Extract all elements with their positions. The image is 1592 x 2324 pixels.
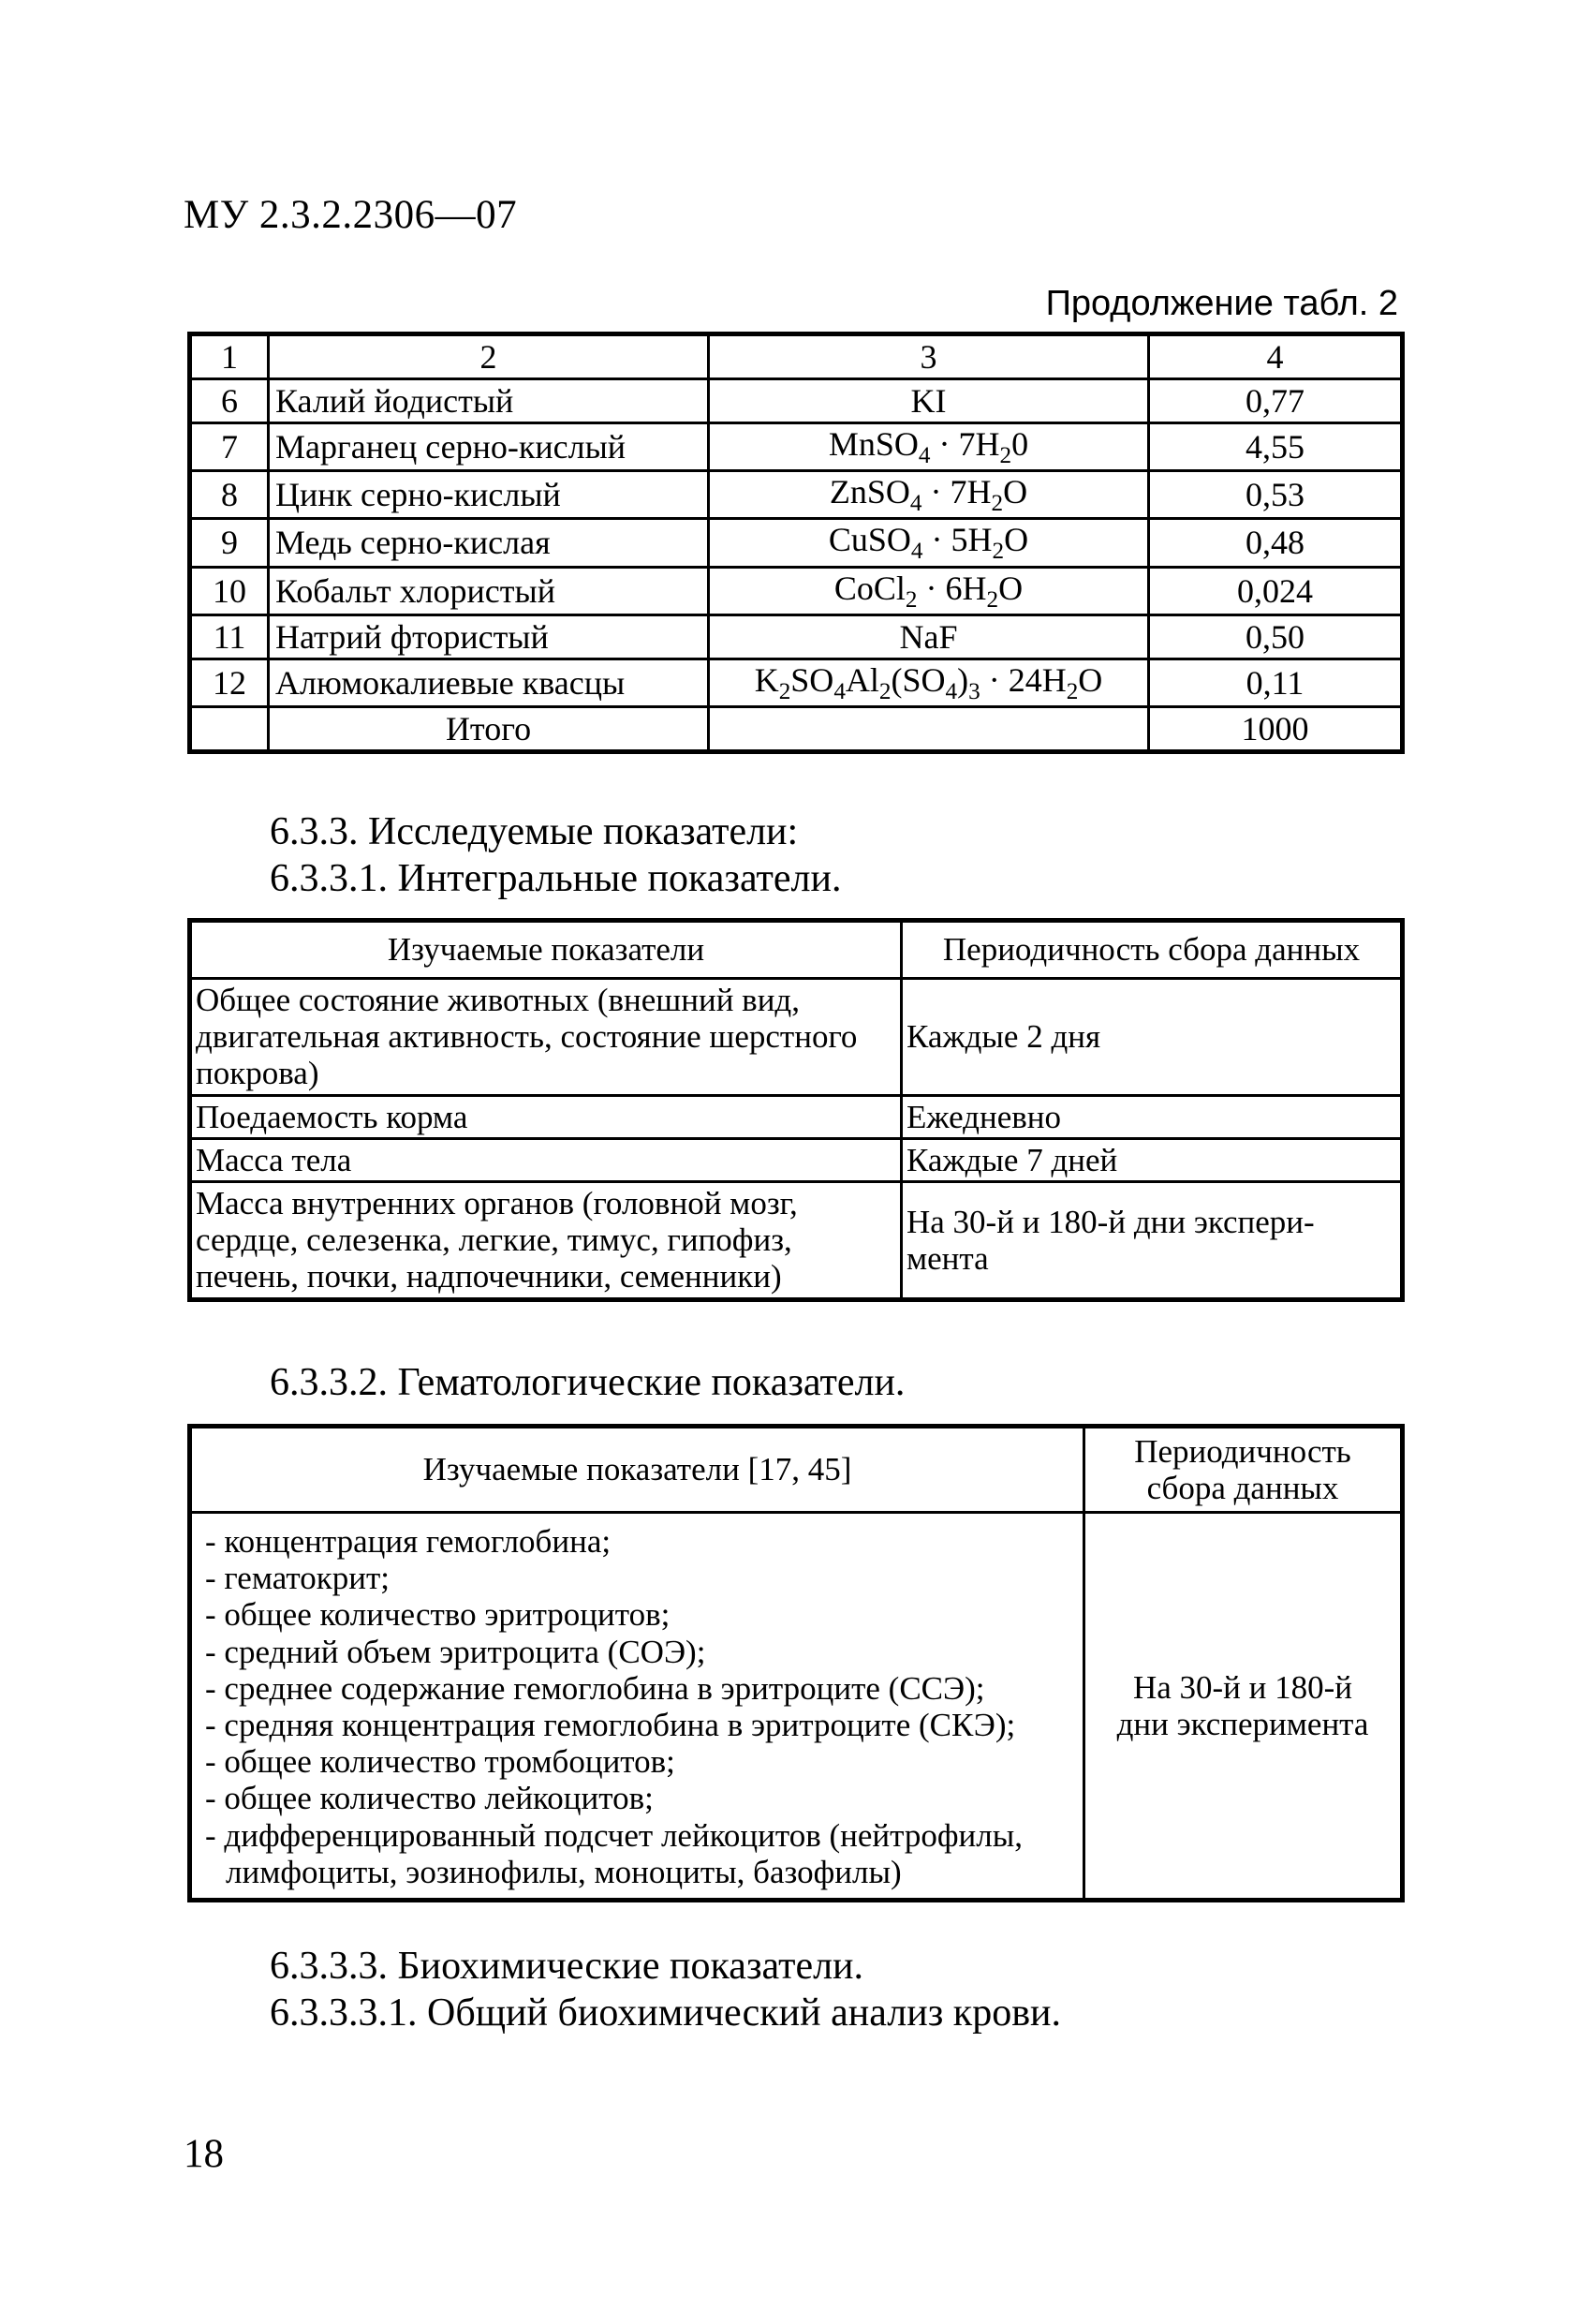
formula-part: · 24H	[980, 660, 1067, 699]
formula-part: 4	[945, 678, 958, 704]
chemical-formula	[709, 659, 1149, 706]
total-row	[190, 706, 1403, 751]
row-number: 9	[190, 519, 269, 567]
indicator-line: покрова)	[196, 1055, 319, 1092]
section-heading: 6.3.3.2. Гематологические показатели.	[270, 1361, 906, 1404]
row-number: 6	[190, 379, 269, 423]
table-row	[190, 659, 1403, 706]
substance-name: Медь серно-кислая	[269, 519, 709, 567]
formula-part: (SO	[891, 660, 946, 699]
formula-part: MnSO	[828, 425, 919, 463]
table-continuation-label: Продолжение табл. 2	[1045, 284, 1398, 323]
amount-value: 0,024	[1149, 567, 1403, 614]
frequency-cell	[902, 1138, 1403, 1181]
table-row	[190, 567, 1403, 614]
substance-name: Цинк серно-кислый	[269, 471, 709, 519]
column-number-4: 4	[1149, 334, 1403, 379]
chemical-formula	[709, 614, 1149, 659]
column-header-indicators: Изучаемые показатели	[190, 921, 902, 979]
row-number: 8	[190, 471, 269, 519]
formula-part: O	[998, 569, 1024, 607]
indicator-line: сердце, селезенка, легкие, тимус, гипофиз,	[196, 1221, 792, 1259]
formula-part: ZnSO	[829, 473, 910, 511]
indicator-line: Поедаемость корма	[196, 1098, 468, 1135]
row-number: 7	[190, 423, 269, 471]
frequency-cell	[902, 979, 1403, 1096]
formula-part: O	[1003, 473, 1028, 511]
formula-part: )	[957, 660, 969, 699]
column-header-frequency: Периодичность сбора данных	[902, 921, 1403, 979]
amount-value: 0,11	[1149, 659, 1403, 706]
formula-part: O	[1004, 521, 1029, 559]
page-number: 18	[184, 2132, 224, 2176]
indicator-line: Общее состояние животных (внешний вид,	[196, 982, 800, 1018]
indicator-cell	[190, 1138, 902, 1181]
list-item: - средняя концентрация гемоглобина в эритроците (СКЭ);	[205, 1706, 1016, 1743]
list-item: - концентрация гемоглобина;	[205, 1523, 612, 1560]
list-item: - дифференцированный подсчет лейкоцитов (нейтрофилы, лимфоциты, эозинофилы, моноциты, базофилы)	[205, 1816, 1024, 1890]
frequency-cell	[902, 1181, 1403, 1299]
formula-part: KI	[910, 382, 947, 420]
frequency-line: Каждые 7 дней	[907, 1141, 1118, 1178]
formula-part: SO	[790, 660, 834, 699]
chemical-formula	[709, 471, 1149, 519]
indicators-cell	[190, 1513, 1084, 1901]
amount-value: 4,55	[1149, 423, 1403, 471]
frequency-line: Каждые 2 дня	[907, 1018, 1101, 1056]
table-row	[190, 979, 1403, 1096]
reagents-table-body	[190, 379, 1403, 707]
indicator-line: Масса внутренних органов (головной мозг,	[196, 1184, 798, 1221]
reagents-table	[187, 332, 1405, 754]
list-item: - общее количество лейкоцитов;	[205, 1780, 654, 1817]
indicator-line: двигательная активность, состояние шерстного	[196, 1018, 858, 1056]
substance-name: Алюмокалиевые квасцы	[269, 659, 709, 706]
table-row	[190, 423, 1403, 471]
document-code: МУ 2.3.2.2306—07	[184, 193, 518, 237]
amount-value: 0,48	[1149, 519, 1403, 567]
formula-part: 4	[918, 443, 931, 469]
integral-indicators-body	[190, 979, 1403, 1300]
formula-part: · 5H	[922, 521, 993, 559]
total-label: Итого	[269, 706, 709, 751]
formula-part: 4	[833, 678, 846, 704]
chemical-formula	[709, 519, 1149, 567]
table-header-row	[190, 921, 1403, 979]
row-number: 12	[190, 659, 269, 706]
frequency-line: На 30-й и 180-й	[1132, 1668, 1353, 1706]
list-item: - гематокрит;	[205, 1560, 390, 1597]
section-heading: 6.3.3.1. Интегральные показатели.	[270, 857, 842, 900]
formula-part: 3	[968, 678, 980, 704]
total-empty-formula-cell	[709, 706, 1149, 751]
frequency-line: На 30-й и 180-й дни экспери-	[907, 1203, 1315, 1240]
column-header-indicators: Изучаемые показатели [17, 45]	[190, 1427, 1084, 1513]
formula-part: CoCl	[833, 569, 906, 607]
chemical-formula	[709, 567, 1149, 614]
total-value: 1000	[1149, 706, 1403, 751]
formula-part: · 6H	[917, 569, 987, 607]
list-item: - общее количество тромбоцитов;	[205, 1743, 675, 1781]
table-row	[190, 519, 1403, 567]
formula-part: · 7H	[921, 473, 992, 511]
column-number-1: 1	[190, 334, 269, 379]
section-heading: 6.3.3. Исследуемые показатели:	[270, 810, 799, 853]
formula-part: 2	[991, 491, 1004, 517]
frequency-cell	[902, 1095, 1403, 1138]
list-item: - среднее содержание гемоглобина в эритроците (ССЭ);	[205, 1669, 985, 1707]
list-item: - средний объем эритроцита (СОЭ);	[205, 1633, 706, 1670]
substance-name: Кобальт хлористый	[269, 567, 709, 614]
table-row	[190, 1181, 1403, 1299]
chemical-formula	[709, 423, 1149, 471]
indicator-line: печень, почки, надпочечники, семенники)	[196, 1258, 782, 1295]
indicators-list	[192, 1514, 1083, 1898]
section-heading: 6.3.3.3.1. Общий биохимический анализ крови.	[270, 1991, 1062, 2035]
formula-part: 2	[778, 678, 791, 704]
frequency-line: дни эксперимента	[1116, 1705, 1369, 1742]
total-empty-cell	[190, 706, 269, 751]
table-header-row	[190, 1427, 1403, 1513]
indicator-cell	[190, 1181, 902, 1299]
table-row	[190, 1095, 1403, 1138]
formula-part: · 7H	[930, 425, 1000, 463]
formula-part: Al	[845, 660, 879, 699]
amount-value: 0,50	[1149, 614, 1403, 659]
formula-part: 4	[909, 491, 922, 517]
formula-part: K	[754, 660, 779, 699]
formula-part: 2	[999, 443, 1012, 469]
column-number-3: 3	[709, 334, 1149, 379]
header-line: Периодичность	[1134, 1432, 1351, 1470]
formula-part: 2	[905, 586, 918, 613]
row-number: 10	[190, 567, 269, 614]
indicator-line: Масса тела	[196, 1141, 352, 1178]
frequency-cell	[1084, 1513, 1403, 1901]
formula-part: 2	[986, 586, 999, 613]
row-number: 11	[190, 614, 269, 659]
formula-part: O	[1078, 660, 1103, 699]
table-header-row	[190, 334, 1403, 379]
frequency-line: мента	[907, 1239, 989, 1277]
hematology-indicators-table	[187, 1424, 1405, 1902]
section-heading: 6.3.3.3. Биохимические показатели.	[270, 1945, 864, 1988]
indicator-cell	[190, 979, 902, 1096]
list-item: - общее количество эритроцитов;	[205, 1596, 671, 1634]
header-line: сбора данных	[1146, 1470, 1339, 1506]
formula-part: 0	[1011, 425, 1029, 463]
formula-part: CuSO	[828, 521, 911, 559]
formula-part: 2	[1066, 678, 1079, 704]
table-row	[190, 379, 1403, 423]
amount-value: 0,77	[1149, 379, 1403, 423]
table-row	[190, 1138, 1403, 1181]
substance-name: Натрий фтористый	[269, 614, 709, 659]
formula-part: 2	[992, 539, 1005, 565]
integral-indicators-table	[187, 918, 1405, 1302]
table-row	[190, 614, 1403, 659]
substance-name: Калий йодистый	[269, 379, 709, 423]
indicator-cell	[190, 1095, 902, 1138]
table-row	[190, 471, 1403, 519]
column-header-frequency	[1084, 1427, 1403, 1513]
formula-part: NaF	[899, 617, 958, 656]
formula-part: 4	[910, 539, 923, 565]
amount-value: 0,53	[1149, 471, 1403, 519]
chemical-formula	[709, 379, 1149, 423]
frequency-line: Ежедневно	[907, 1098, 1062, 1135]
formula-part: 2	[878, 678, 892, 704]
substance-name: Марганец серно-кислый	[269, 423, 709, 471]
table-row	[190, 1513, 1403, 1901]
column-number-2: 2	[269, 334, 709, 379]
